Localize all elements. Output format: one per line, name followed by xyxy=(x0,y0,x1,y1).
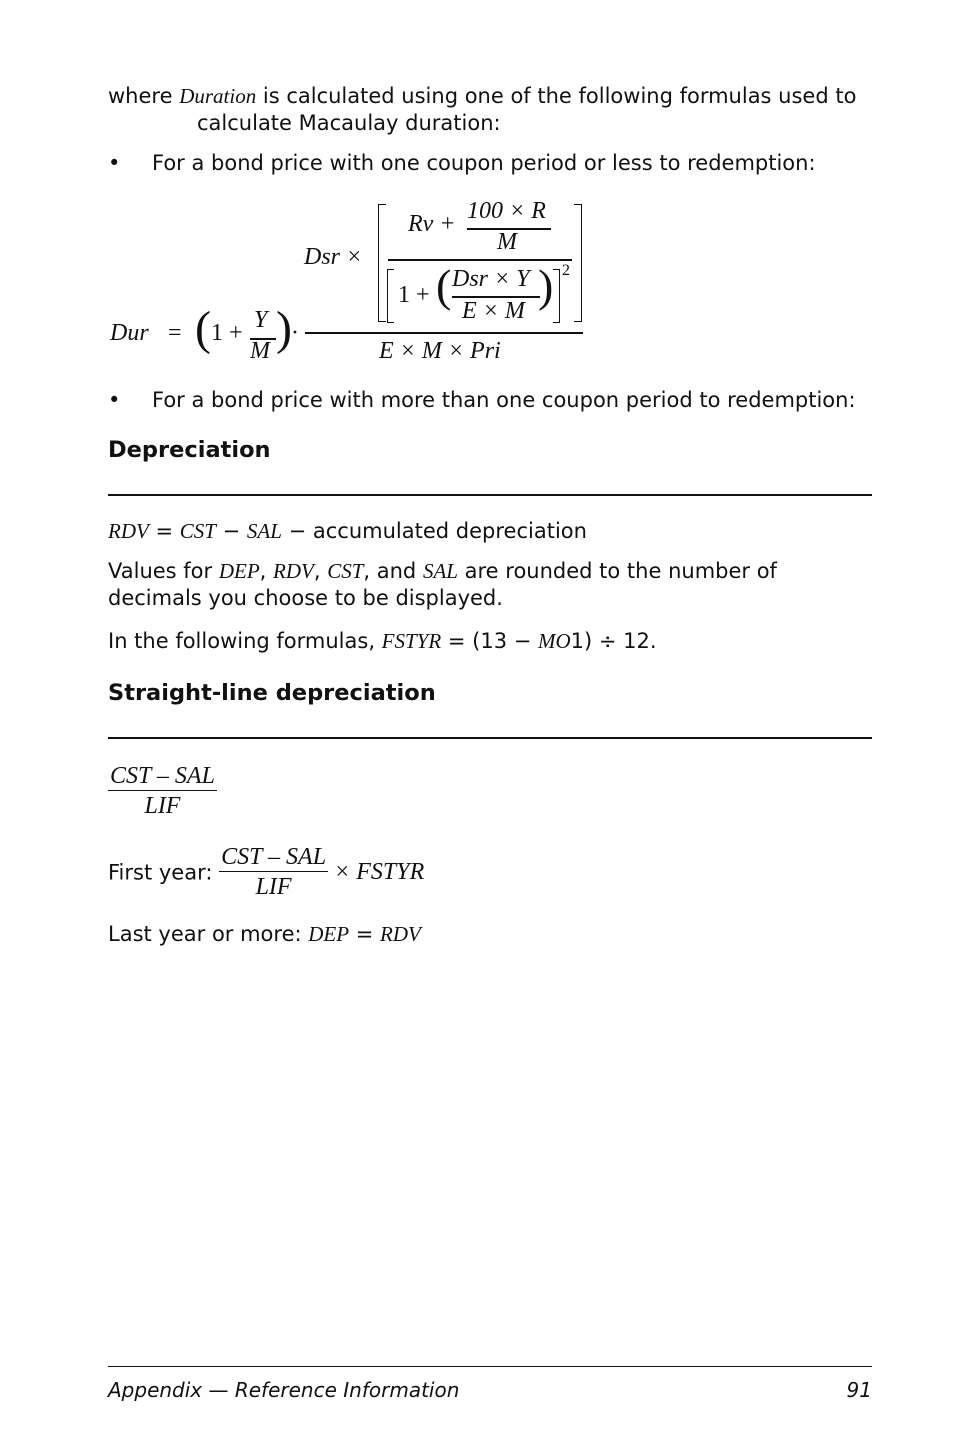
fstyr-definition-line: In the following formulas, FSTYR = (13 − MO1) ÷ 12. xyxy=(108,629,657,653)
section-rule-straight-line xyxy=(108,737,872,739)
intro-line-1: where Duration is calculated using one of the following formulas used to xyxy=(108,84,857,108)
big-bracket-right xyxy=(574,204,582,322)
section-heading-straight-line: Straight-line depreciation xyxy=(108,680,436,706)
intro-line-2: calculate Macaulay duration: xyxy=(197,111,501,135)
m-var: M xyxy=(250,338,270,364)
last-year-formula: Last year or more: DEP = RDV xyxy=(108,922,421,946)
rdv-formula-line: RDV = CST − SAL − accumulated depreciation xyxy=(108,519,587,543)
bullet-1-glyph: • xyxy=(108,151,121,175)
footer-rule xyxy=(108,1366,872,1367)
e-times-m: E × M xyxy=(462,298,525,324)
bullet-2-text: For a bond price with more than one coupon period to redemption: xyxy=(152,388,856,412)
inner-paren-left: ( xyxy=(436,260,452,311)
footer-page-number: 91 xyxy=(846,1378,872,1402)
y-var: Y xyxy=(254,307,268,333)
dur-eq: = xyxy=(168,320,182,346)
big-bracket-left xyxy=(378,204,386,322)
hundred-times-r: 100 × R xyxy=(467,198,546,224)
paren-right: ) xyxy=(276,302,292,355)
inner-bracket-left xyxy=(387,269,394,323)
m-var-2: M xyxy=(497,229,517,255)
var-duration: Duration xyxy=(179,84,257,108)
inner-bracket-right xyxy=(553,269,560,323)
bullet-1-text: For a bond price with one coupon period or less to redemption: xyxy=(152,151,816,175)
denominator-e-m-pri: E × M × Pri xyxy=(379,338,501,364)
first-year-formula: First year: $\frac{\text{CST – SAL}}{\text{LIF}}$ × FSTYR xyxy=(108,844,425,900)
dur-var: Dur xyxy=(110,320,149,346)
values-rounding-line-2: decimals you choose to be displayed. xyxy=(108,586,503,610)
one-plus-2: 1 + xyxy=(398,282,430,308)
dsr-times: Dsr × xyxy=(304,244,363,270)
inner-paren-right: ) xyxy=(538,260,554,311)
section-heading-depreciation: Depreciation xyxy=(108,437,271,463)
main-fraction-line xyxy=(305,332,583,334)
dsr-times-y: Dsr × Y xyxy=(452,266,530,292)
rv-plus: Rv + xyxy=(408,211,456,237)
section-rule-depreciation xyxy=(108,494,872,496)
dot-operator: · xyxy=(291,320,299,346)
duration-formula xyxy=(0,0,954,400)
bullet-2-glyph: • xyxy=(108,388,121,412)
paren-left: ( xyxy=(195,302,211,355)
straight-line-fraction: $\frac{\text{CST – SAL}}{\text{LIF}}$ xyxy=(110,763,215,819)
footer-section-title: Appendix — Reference Information xyxy=(108,1378,460,1402)
one-plus: 1 + xyxy=(211,320,243,346)
values-rounding-line-1: Values for DEP, RDV, CST, and SAL are rounded to the number of xyxy=(108,559,777,583)
square-exponent: 2 xyxy=(562,262,570,279)
